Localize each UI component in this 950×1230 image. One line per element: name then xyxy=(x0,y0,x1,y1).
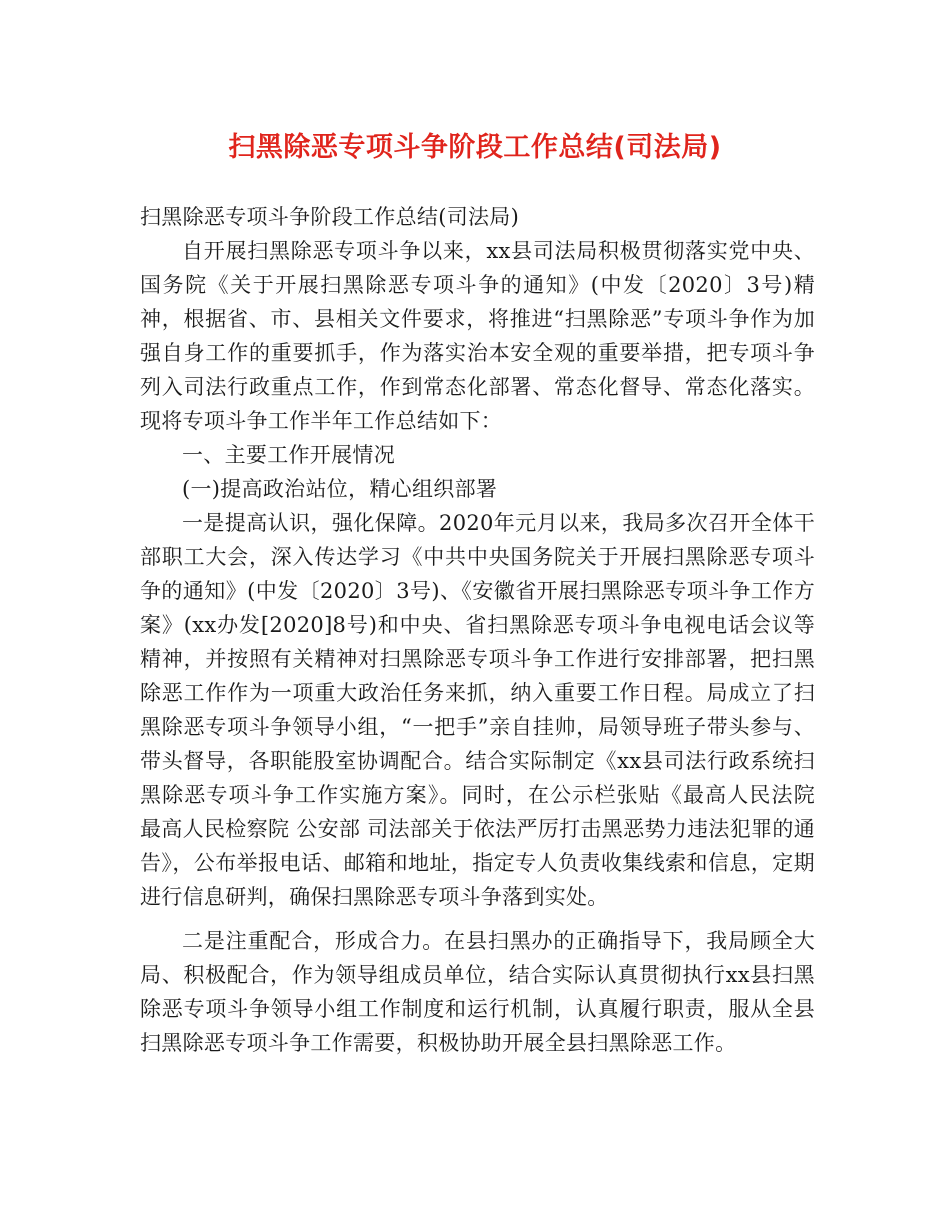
paragraph-awareness: 一是提高认识，强化保障。2020年元月以来，我局多次召开全体干部职工大会，深入传达学习《中共中央国务院关于开展扫黑除恶专项斗争的通知》(中发〔2020〕3号)、《安徽省开展扫黑除恶专项斗争工作方案》(xx办发[2020]8号)和中央、省扫黑除恶专项斗争电视电话会议等精神，并按照有关精神对扫黑除恶专项斗争工作进行安排部署，把扫黑除恶工作作为一项重大政治任务来抓，纳入重要工作日程。局成立了扫黑除恶专项斗争领导小组，“一把手”亲自挂帅，局领导班子带头参与、带头督导，各职能股室协调配合。结合实际制定《xx县司法行政系统扫黑除恶专项斗争工作实施方案》。同时，在公示栏张贴《最高人民法院 最高人民检察院 公安部 司法部关于依法严厉打击黑恶势力违法犯罪的通告》，公布举报电话、邮箱和地址，指定专人负责收集线索和信息，定期进行信息研判，确保扫黑除恶专项斗争落到实处。 xyxy=(140,511,815,909)
paragraph-cooperation: 二是注重配合，形成合力。在县扫黑办的正确指导下，我局顾全大局、积极配合，作为领导组成员单位，结合实际认真贯彻执行xx县扫黑除恶专项斗争领导小组工作制度和运行机制，认真履行职责，服从全县扫黑除恶专项斗争工作需要，积极协助开展全县扫黑除恶工作。 xyxy=(140,929,815,1055)
intro-paragraph: 自开展扫黑除恶专项斗争以来，xx县司法局积极贯彻落实党中央、国务院《关于开展扫黑除恶专项斗争的通知》(中发〔2020〕3号)精神，根据省、市、县相关文件要求，将推进“扫黑除恶”专项斗争作为加强自身工作的重要抓手，作为落实治本安全观的重要举措，把专项斗争列入司法行政重点工作，作到常态化部署、常态化督导、常态化落实。现将专项斗争工作半年工作总结如下： xyxy=(140,239,815,433)
subsection-heading: (一)提高政治站位，精心组织部署 xyxy=(182,477,498,501)
document-body xyxy=(140,200,815,1060)
section-heading: 一、主要工作开展情况 xyxy=(182,443,395,467)
document-title: 扫黑除恶专项斗争阶段工作总结(司法局) xyxy=(228,132,722,163)
body-heading: 扫黑除恶专项斗争阶段工作总结(司法局) xyxy=(140,205,520,229)
